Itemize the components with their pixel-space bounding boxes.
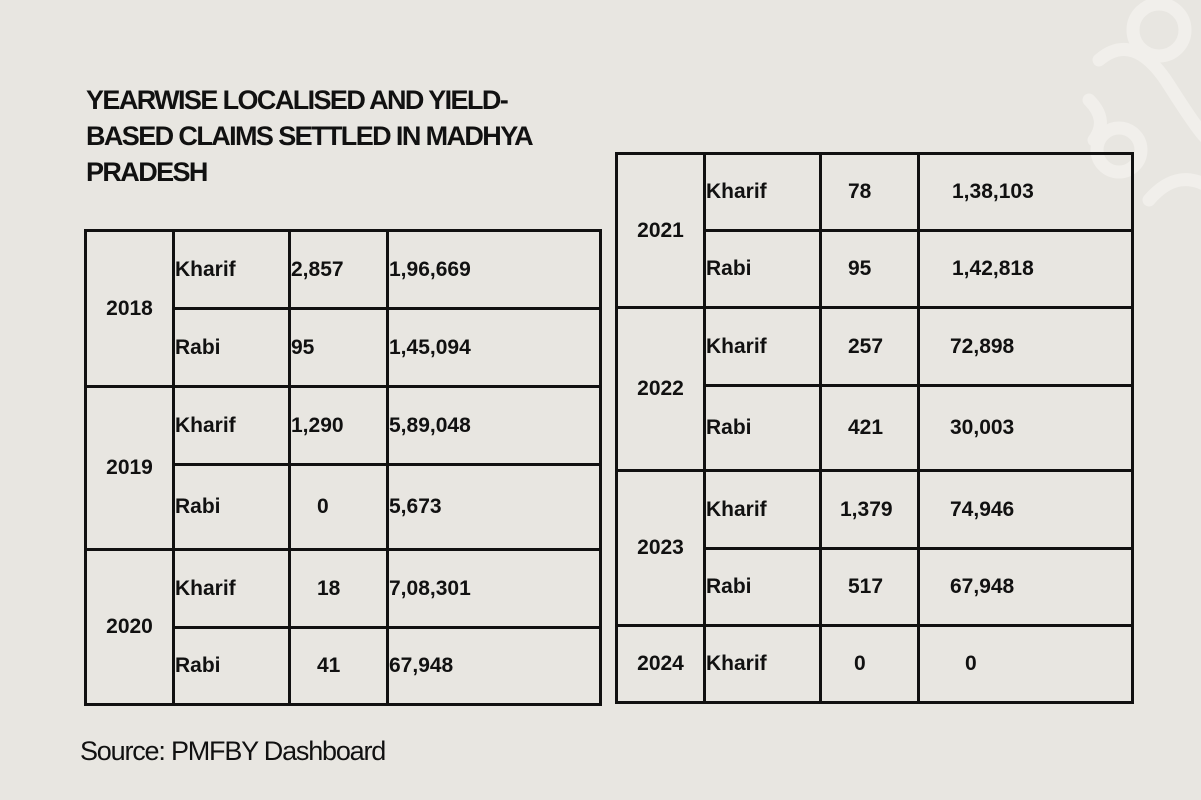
season-cell: Kharif	[705, 308, 821, 386]
claims-count-cell: 0	[290, 465, 388, 550]
claims-amount-cell: 5,673	[388, 465, 601, 550]
season-cell: Kharif	[174, 550, 290, 628]
season-cell: Kharif	[705, 471, 821, 549]
claims-count-cell: 78	[821, 154, 919, 231]
year-cell: 2023	[617, 471, 705, 626]
season-cell: Kharif	[174, 231, 290, 309]
claims-count-cell: 421	[821, 386, 919, 471]
claims-count-cell: 0	[821, 626, 919, 703]
claims-table-left	[84, 229, 602, 706]
table-row	[86, 550, 601, 628]
season-cell: Rabi	[705, 549, 821, 626]
claims-table-right	[615, 152, 1134, 704]
year-cell: 2022	[617, 308, 705, 471]
claims-amount-cell: 0	[919, 626, 1133, 703]
claims-amount-cell: 1,45,094	[388, 309, 601, 387]
year-cell: 2019	[86, 387, 174, 550]
table-row	[617, 626, 1133, 703]
claims-count-cell: 95	[290, 309, 388, 387]
claims-count-cell: 41	[290, 628, 388, 705]
table-row	[617, 154, 1133, 231]
year-cell: 2021	[617, 154, 705, 308]
claims-amount-cell: 1,42,818	[919, 231, 1133, 308]
table-row	[86, 387, 601, 465]
season-cell: Rabi	[705, 386, 821, 471]
source-caption: Source: PMFBY Dashboard	[80, 736, 386, 766]
table-row	[86, 231, 601, 309]
claims-count-cell: 2,857	[290, 231, 388, 309]
claims-amount-cell: 1,96,669	[388, 231, 601, 309]
claims-amount-cell: 72,898	[919, 308, 1133, 386]
table-row	[617, 471, 1133, 549]
season-cell: Rabi	[174, 309, 290, 387]
claims-amount-cell: 30,003	[919, 386, 1133, 471]
year-cell: 2020	[86, 550, 174, 705]
claims-count-cell: 1,290	[290, 387, 388, 465]
claims-count-cell: 257	[821, 308, 919, 386]
year-cell: 2024	[617, 626, 705, 703]
claims-amount-cell: 7,08,301	[388, 550, 601, 628]
claims-count-cell: 95	[821, 231, 919, 308]
year-cell: 2018	[86, 231, 174, 387]
page-title: YEARWISE LOCALISED AND YIELD- BASED CLAIMS SETTLED IN MADHYA PRADESH	[86, 85, 533, 187]
claims-amount-cell: 74,946	[919, 471, 1133, 549]
claims-count-cell: 18	[290, 550, 388, 628]
season-cell: Kharif	[174, 387, 290, 465]
season-cell: Rabi	[174, 628, 290, 705]
season-cell: Kharif	[705, 154, 821, 231]
season-cell: Rabi	[705, 231, 821, 308]
claims-count-cell: 1,379	[821, 471, 919, 549]
season-cell: Kharif	[705, 626, 821, 703]
claims-amount-cell: 67,948	[388, 628, 601, 705]
claims-amount-cell: 67,948	[919, 549, 1133, 626]
claims-count-cell: 517	[821, 549, 919, 626]
table-row	[617, 308, 1133, 386]
claims-amount-cell: 5,89,048	[388, 387, 601, 465]
season-cell: Rabi	[174, 465, 290, 550]
claims-amount-cell: 1,38,103	[919, 154, 1133, 231]
